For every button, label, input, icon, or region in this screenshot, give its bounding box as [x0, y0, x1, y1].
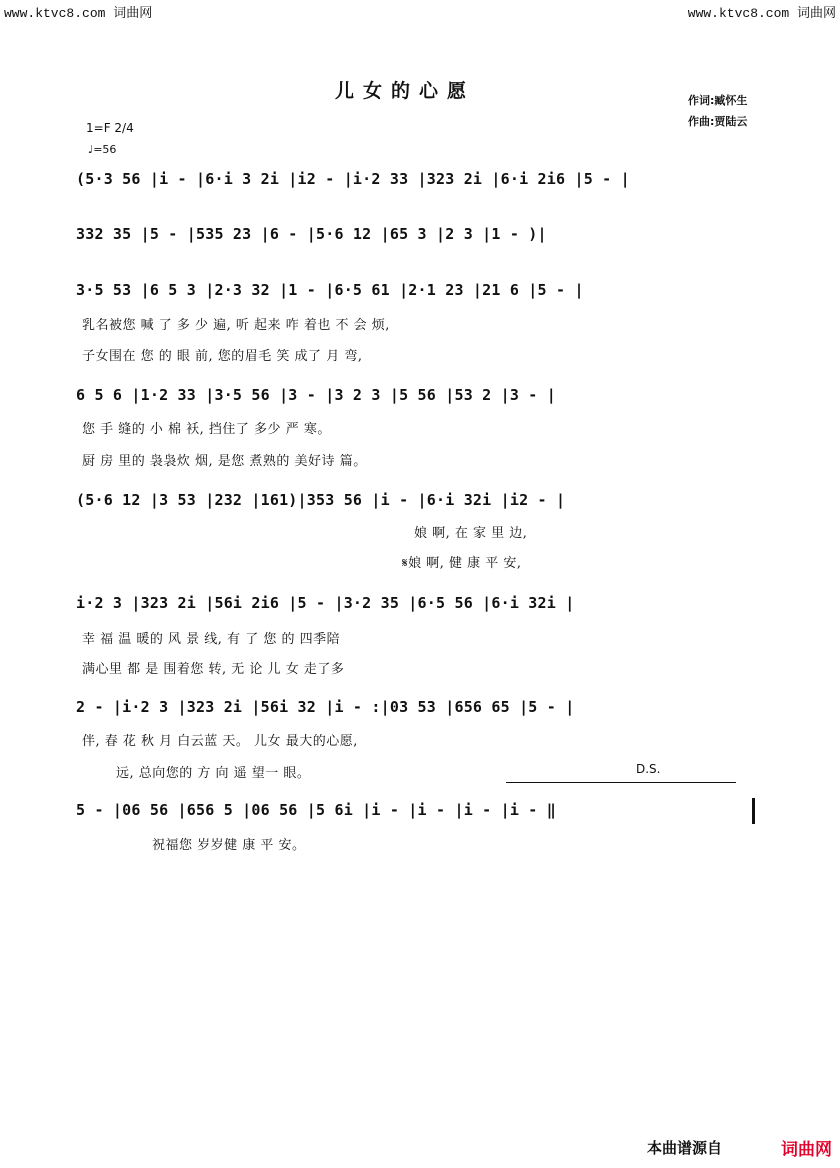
notation-row-3: 3·5 53 |6 5 3 |2·3 32 |1 - |6·5 61 |2·1 23 |21 6 |5 - |: [76, 281, 584, 299]
lyric-row-7-verse-2: 远, 总向您的 方 向 遥 望一 眼。: [116, 766, 311, 781]
notation-row-7: 2 - |i·2 3 |323 2i |56i 32 |i - :|03 53 |656 65 |5 - |: [76, 698, 575, 716]
lyric-row-6-verse-2: 满心里 都 是 围着您 转, 无 论 儿 女 走了多: [82, 662, 345, 677]
notation-row-5: (5·6 12 |3 53 |232 |161)|353 56 |i - |6·i 32i |i2 - |: [76, 491, 566, 509]
site-watermark-right: www.ktvc8.com 词曲网: [687, 6, 836, 21]
composer-credit: 作曲:贾陆云: [688, 115, 748, 128]
notation-row-8: 5 - |06 56 |656 5 |06 56 |5 6i |i - |i - |i - |i - ‖: [76, 801, 556, 819]
lyric-row-5-verse-2: 𝄋娘 啊, 健 康 平 安,: [402, 556, 522, 571]
song-title: 儿女的心愿: [335, 80, 476, 102]
ds-mark: D.S.: [636, 762, 661, 776]
site-logo[interactable]: 词曲网: [781, 1140, 832, 1160]
lyric-row-3-verse-1: 乳名被您 喊 了 多 少 遍, 听 起来 咋 着也 不 会 烦,: [82, 318, 390, 333]
notation-row-6: i·2 3 |323 2i |56i 2i6 |5 - |3·2 35 |6·5 56 |6·i 32i |: [76, 594, 575, 612]
notation-row-4: 6 5 6 |1·2 33 |3·5 56 |3 - |3 2 3 |5 56 |53 2 |3 - |: [76, 386, 556, 404]
lyric-row-6-verse-1: 幸 福 温 暖的 风 景 线, 有 了 您 的 四季陪: [82, 632, 341, 647]
notation-row-2: 332 35 |5 - |535 23 |6 - |5·6 12 |65 3 |2 3 |1 - )|: [76, 225, 547, 243]
volta-line: [506, 782, 736, 783]
lyric-row-8-verse-1: 祝福您 岁岁健 康 平 安。: [152, 838, 306, 853]
lyric-row-3-verse-2: 子女围在 您 的 眼 前, 您的眉毛 笑 成了 月 弯,: [82, 349, 363, 364]
lyric-row-4-verse-2: 厨 房 里的 袅袅炊 烟, 是您 煮熟的 美好诗 篇。: [82, 454, 367, 469]
lyric-row-7-verse-1: 伴, 春 花 秋 月 白云蓝 天。 儿女 最大的心愿,: [82, 734, 358, 749]
key-signature: 1=F 2/4: [86, 121, 134, 135]
lyric-row-4-verse-1: 您 手 缝的 小 棉 袄, 挡住了 多少 严 寒。: [82, 422, 331, 437]
lyric-row-5-verse-1: 娘 啊, 在 家 里 边,: [414, 526, 528, 541]
notation-row-1: (5·3 56 |i - |6·i 3 2i |i2 - |i·2 33 |323 2i |6·i 2i6 |5 - |: [76, 170, 630, 188]
source-label: 本曲谱源自: [646, 1139, 722, 1157]
final-barline: [752, 798, 755, 824]
lyricist-credit: 作词:臧怀生: [688, 94, 748, 107]
tempo-marking: ♩=56: [88, 143, 117, 156]
site-watermark-left: www.ktvc8.com 词曲网: [4, 6, 153, 21]
